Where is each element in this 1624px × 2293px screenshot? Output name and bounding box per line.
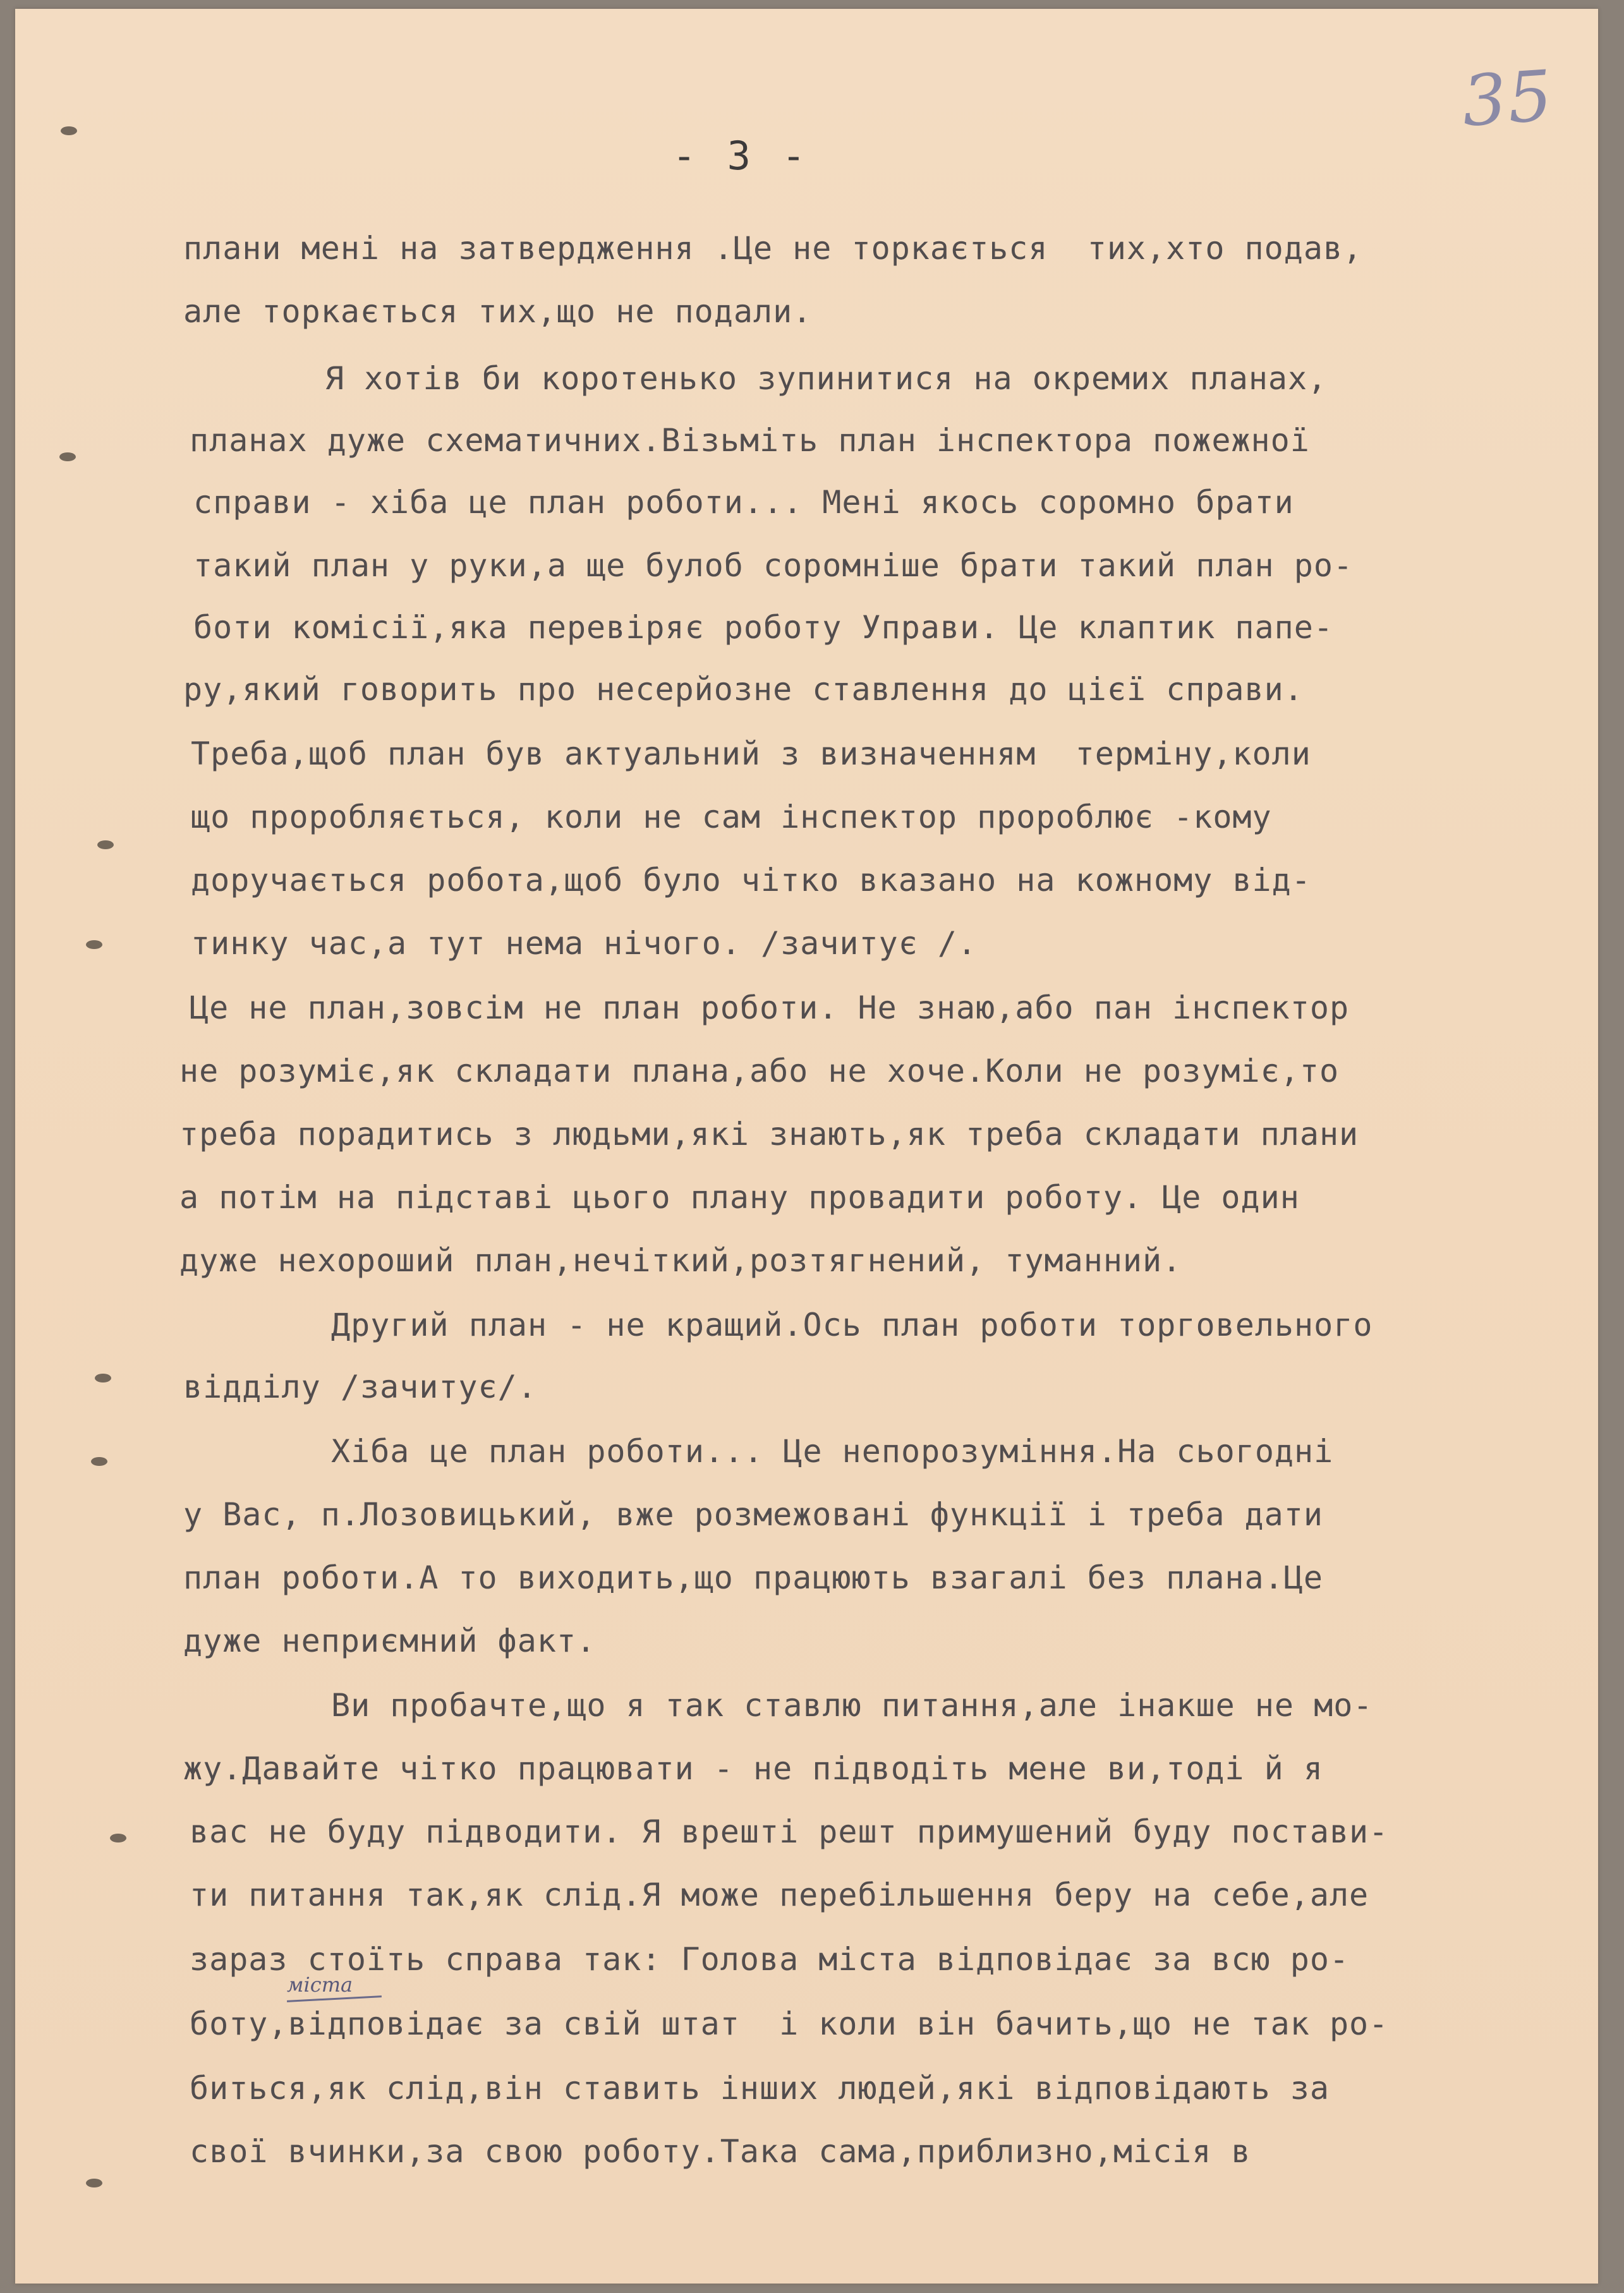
text-line: а потім на підставі цього плану провадити роботу. Це один xyxy=(179,1179,1300,1216)
text-line: зараз стоїть справа так: Голова міста відповідає за всю ро- xyxy=(190,1941,1350,1978)
handwritten-insertion: міста xyxy=(287,1973,353,1997)
binding-hole-mark xyxy=(59,452,76,461)
text-line: такий план у руки,а ще булоб соромніше брати такий план ро- xyxy=(193,547,1354,584)
binding-hole-mark xyxy=(86,2179,102,2187)
text-line: Я хотів би коротенько зупинитися на окремих планах, xyxy=(325,360,1328,397)
text-line: Це не план,зовсім не план роботи. Не знаю,або пан інспектор xyxy=(190,989,1350,1026)
binding-hole-mark xyxy=(95,1374,111,1382)
text-line: вас не буду підводити. Я врешті решт примушений буду постави- xyxy=(190,1813,1389,1850)
text-line: дуже неприємний факт. xyxy=(183,1623,597,1659)
text-line: у Вас, п.Лозовицький, вже розмежовані функції і треба дати xyxy=(183,1496,1323,1533)
text-line: планах дуже схематичних.Візьміть план інспектора пожежної xyxy=(190,422,1310,459)
binding-hole-mark xyxy=(97,840,114,849)
text-line: треба порадитись з людьми,які знають,як треба складати плани xyxy=(179,1116,1359,1153)
text-line: ти питання так,як слід.Я може перебільшення беру на себе,але xyxy=(190,1877,1369,1913)
text-line: биться,як слід,він ставить інших людей,які відповідають за xyxy=(190,2070,1330,2107)
text-line: справи - хіба це план роботи... Мені якось соромно брати xyxy=(193,484,1294,521)
page-number: - 3 - xyxy=(672,133,809,179)
text-line: але торкається тих,що не подали. xyxy=(183,293,813,330)
text-line: Ви пробачте,що я так ставлю питання,але інакше не мо- xyxy=(331,1687,1373,1724)
text-line: боту,відповідає за свій штат і коли він бачить,що не так ро- xyxy=(190,2006,1389,2042)
text-line: тинку час,а тут нема нічого. /зачитує /. xyxy=(191,925,978,962)
archive-page-number: 35 xyxy=(1459,55,1556,142)
text-line: свої вчинки,за свою роботу.Така сама,приблизно,місія в xyxy=(190,2133,1251,2170)
text-line: дуже нехороший план,нечіткий,розтягнений, туманний. xyxy=(179,1242,1182,1279)
text-line: доручається робота,щоб було чітко вказано на кожному від- xyxy=(191,862,1311,898)
text-line: плани мені на затвердження .Це не торкається тих,хто подав, xyxy=(183,230,1363,267)
text-line: що проробляється, коли не сам інспектор пророблює -кому xyxy=(191,799,1272,835)
text-line: ру,який говорить про несерйозне ставлення до цієї справи. xyxy=(183,671,1304,708)
binding-hole-mark xyxy=(91,1457,107,1466)
text-line: Треба,щоб план був актуальний з визначенням терміну,коли xyxy=(191,735,1311,772)
text-line: жу.Давайте чітко працювати - не підводіть мене ви,тоді й я xyxy=(183,1750,1323,1787)
text-line: Хіба це план роботи... Це непорозуміння.На сьогодні xyxy=(331,1433,1334,1470)
text-line: не розуміє,як складати плана,або не хоче.Коли не розуміє,то xyxy=(179,1053,1340,1089)
binding-hole-mark xyxy=(110,1834,126,1842)
document-sheet xyxy=(15,9,1598,2284)
binding-hole-mark xyxy=(61,126,77,135)
binding-hole-mark xyxy=(86,940,102,949)
text-line: боти комісії,яка перевіряє роботу Управи. Це клаптик папе- xyxy=(193,609,1333,646)
text-line: план роботи.А то виходить,що працюють взагалі без плана.Це xyxy=(183,1559,1323,1596)
text-line: відділу /зачитує/. xyxy=(183,1369,537,1405)
text-line: Другий план - не кращий.Ось план роботи торговельного xyxy=(331,1307,1373,1343)
